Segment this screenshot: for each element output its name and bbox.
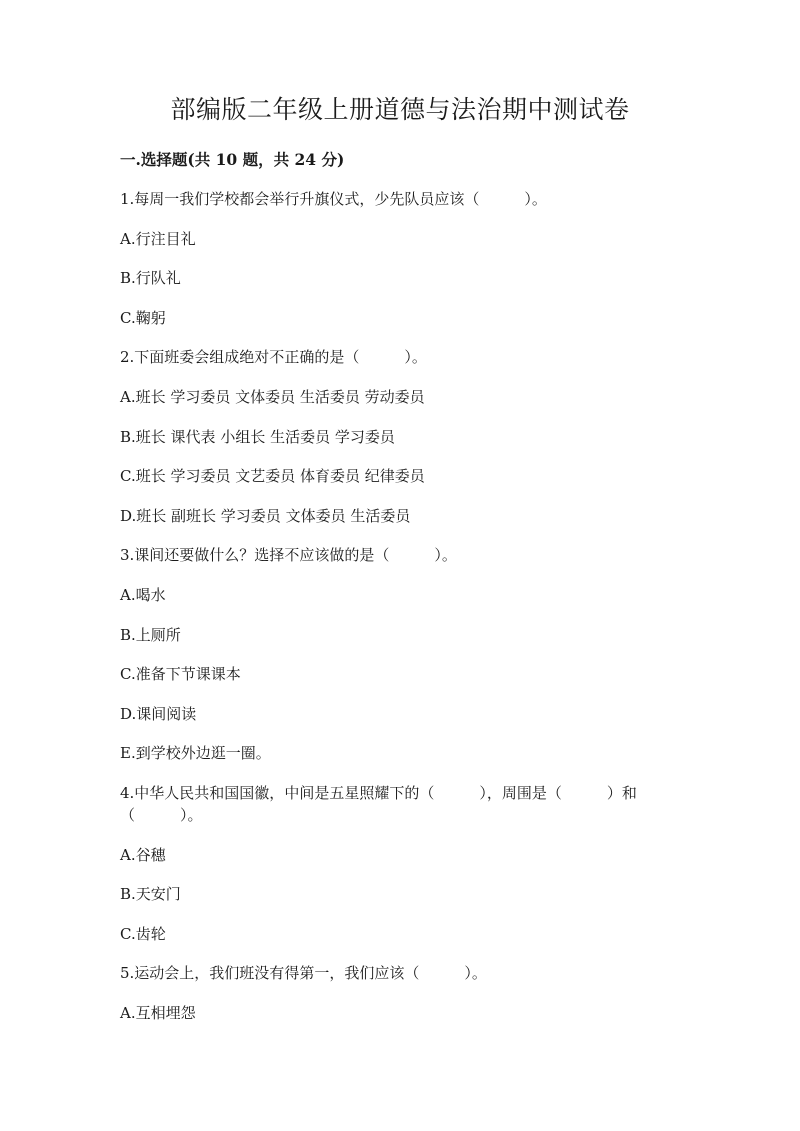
question-3-option-d: D.课间阅读: [120, 705, 197, 723]
question-4-stem-line-1: 4.中华人民共和国国徽，中间是五星照耀下的（ ），周围是（ ）和: [120, 784, 637, 802]
question-1-stem: 1.每周一我们学校都会举行升旗仪式，少先队员应该（ ）。: [120, 190, 547, 208]
question-4-option-a: A.谷穗: [120, 846, 166, 864]
question-2-option-a: A.班长 学习委员 文体委员 生活委员 劳动委员: [120, 388, 425, 406]
question-3-option-a: A.喝水: [120, 586, 166, 604]
question-3-option-b: B.上厕所: [120, 626, 181, 644]
section-heading: 一.选择题(共 10 题，共 24 分): [120, 150, 345, 169]
question-3-stem: 3.课间还要做什么？选择不应该做的是（ ）。: [120, 546, 457, 564]
question-2-option-d: D.班长 副班长 学习委员 文体委员 生活委员: [120, 507, 411, 525]
question-2-option-c: C.班长 学习委员 文艺委员 体育委员 纪律委员: [120, 467, 425, 485]
question-5-option-a: A.互相埋怨: [120, 1004, 196, 1022]
question-4-option-b: B.天安门: [120, 885, 181, 903]
question-4-stem-line-2: （ ）。: [120, 806, 203, 824]
question-5-stem: 5.运动会上，我们班没有得第一，我们应该（ ）。: [120, 964, 487, 982]
question-2-stem: 2.下面班委会组成绝对不正确的是（ ）。: [120, 348, 427, 366]
question-4-option-c: C.齿轮: [120, 925, 166, 943]
question-3-option-c: C.准备下节课课本: [120, 665, 241, 683]
question-3-option-e: E.到学校外边逛一圈。: [120, 744, 271, 762]
question-1-option-b: B.行队礼: [120, 269, 181, 287]
question-2-option-b: B.班长 课代表 小组长 生活委员 学习委员: [120, 428, 395, 446]
question-1-option-a: A.行注目礼: [120, 230, 196, 248]
page-title: 部编版二年级上册道德与法治期中测试卷: [170, 95, 630, 124]
question-1-option-c: C.鞠躬: [120, 309, 166, 327]
